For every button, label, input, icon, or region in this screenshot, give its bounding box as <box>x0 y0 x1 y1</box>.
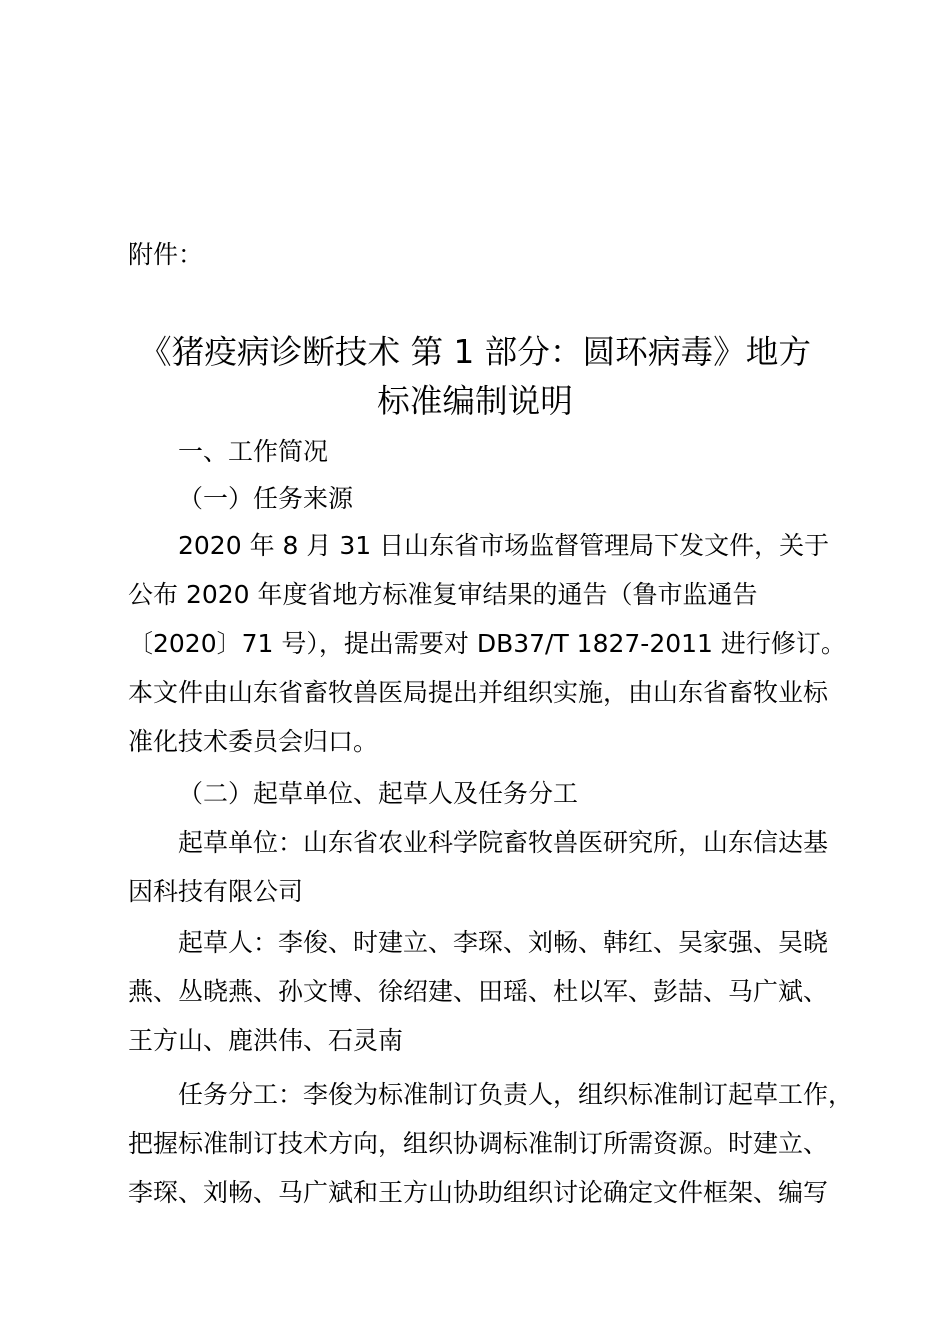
document-title-line-1: 《猪疫病诊断技术 第 1 部分：圆环病毒》地方 <box>138 333 812 371</box>
task-source-line: 本文件由山东省畜牧兽医局提出并组织实施，由山东省畜牧业标 <box>128 678 829 707</box>
task-division-line: 李琛、刘畅、马广斌和王方山协助组织讨论确定文件框架、编写 <box>128 1178 829 1207</box>
drafters-line: 燕、丛晓燕、孙文博、徐绍建、田瑶、杜以军、彭喆、马广斌、 <box>128 977 829 1006</box>
task-division-line: 任务分工：李俊为标准制订负责人，组织标准制订起草工作， <box>178 1080 854 1109</box>
task-division-line: 把握标准制订技术方向，组织协调标准制订所需资源。时建立、 <box>128 1129 829 1158</box>
attachment-label: 附件： <box>128 240 204 269</box>
task-source-line: 2020 年 8 月 31 日山东省市场监督管理局下发文件，关于 <box>178 531 830 560</box>
task-source-line: 〔2020〕71 号），提出需要对 DB37/T 1827-2011 进行修订。 <box>128 629 846 658</box>
subsection-2-heading: （二）起草单位、起草人及任务分工 <box>178 779 579 808</box>
drafting-units-line: 因科技有限公司 <box>128 877 304 906</box>
document-title-line-2: 标准编制说明 <box>377 382 573 420</box>
task-source-line: 准化技术委员会归口。 <box>128 727 379 756</box>
drafting-units-line: 起草单位：山东省农业科学院畜牧兽医研究所，山东信达基 <box>178 828 829 857</box>
task-source-line: 公布 2020 年度省地方标准复审结果的通告（鲁市监通告 <box>128 580 758 609</box>
section-1-heading: 一、工作简况 <box>178 437 329 466</box>
subsection-1-heading: （一）任务来源 <box>178 484 354 513</box>
drafters-line: 起草人：李俊、时建立、李琛、刘畅、韩红、吴家强、吴晓 <box>178 928 829 957</box>
drafters-line: 王方山、鹿洪伟、石灵南 <box>128 1026 404 1055</box>
